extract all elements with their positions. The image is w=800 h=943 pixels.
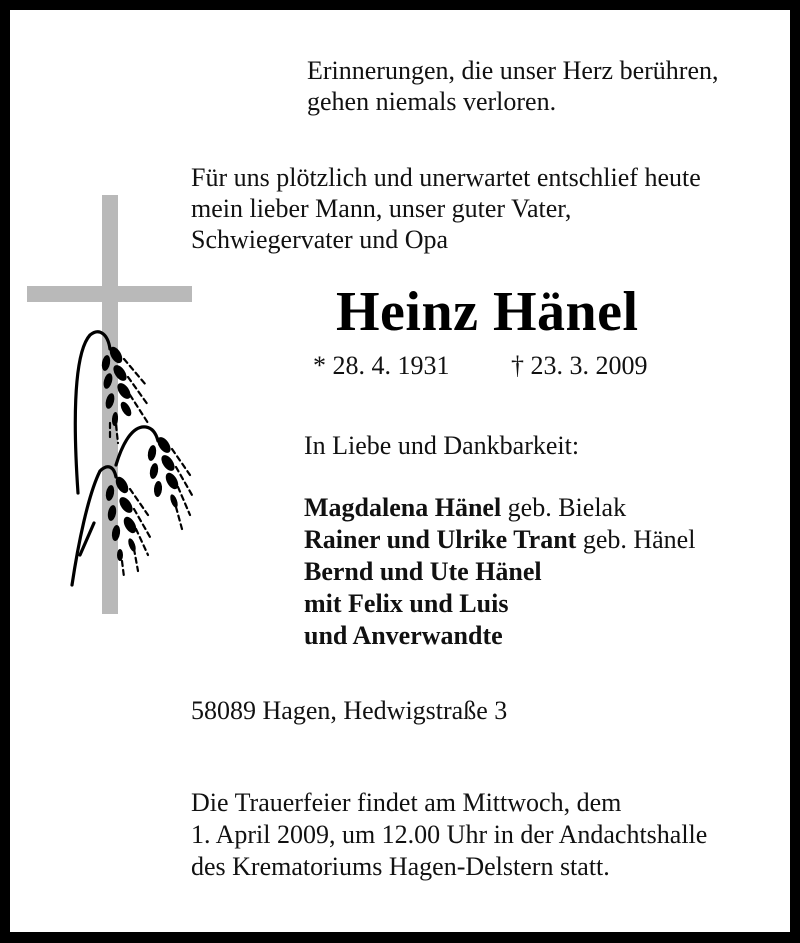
mourner-entry (304, 620, 695, 652)
mourner-name: und Anverwandte (304, 621, 503, 650)
cross-icon-crossbar (27, 286, 192, 302)
intro-line: Für uns plötzlich und unerwartet entschlief heute (191, 163, 701, 192)
motto-line: Erinnerungen, die unser Herz berühren, (307, 56, 719, 85)
intro-line: Schwiegervater und Opa (191, 225, 449, 254)
death-date: † 23. 3. 2009 (511, 351, 648, 380)
mourner-maiden-name: geb. Hänel (576, 525, 696, 554)
mourners-list (304, 492, 695, 652)
motto (307, 55, 719, 117)
birth-date: * 28. 4. 1931 (313, 351, 450, 380)
funeral-line: 1. April 2009, um 12.00 Uhr in der Andachtshalle (191, 820, 708, 849)
mourner-name: mit Felix und Luis (304, 589, 509, 618)
mourner-entry (304, 556, 695, 588)
mourner-name: Rainer und Ulrike Trant (304, 525, 577, 554)
mourner-entry (304, 524, 695, 556)
obituary-notice (10, 10, 790, 932)
mourners-heading: In Liebe und Dankbarkeit: (304, 431, 580, 460)
funeral-info (191, 787, 707, 883)
intro-line: mein lieber Mann, unser guter Vater, (191, 194, 572, 223)
mourner-maiden-name: geb. Bielak (501, 493, 627, 522)
mourner-entry (304, 492, 695, 524)
address: 58089 Hagen, Hedwigstraße 3 (191, 696, 508, 725)
motto-line: gehen niemals verloren. (307, 87, 557, 116)
funeral-line: des Krematoriums Hagen-Delstern statt. (191, 852, 610, 881)
intro-text (191, 162, 701, 255)
wheat-ears-icon (50, 315, 200, 595)
funeral-line: Die Trauerfeier findet am Mittwoch, dem (191, 788, 622, 817)
mourner-entry (304, 588, 695, 620)
deceased-name: Heinz Hänel (336, 281, 639, 343)
mourner-name: Bernd und Ute Hänel (304, 557, 542, 586)
mourner-name: Magdalena Hänel (304, 493, 502, 522)
